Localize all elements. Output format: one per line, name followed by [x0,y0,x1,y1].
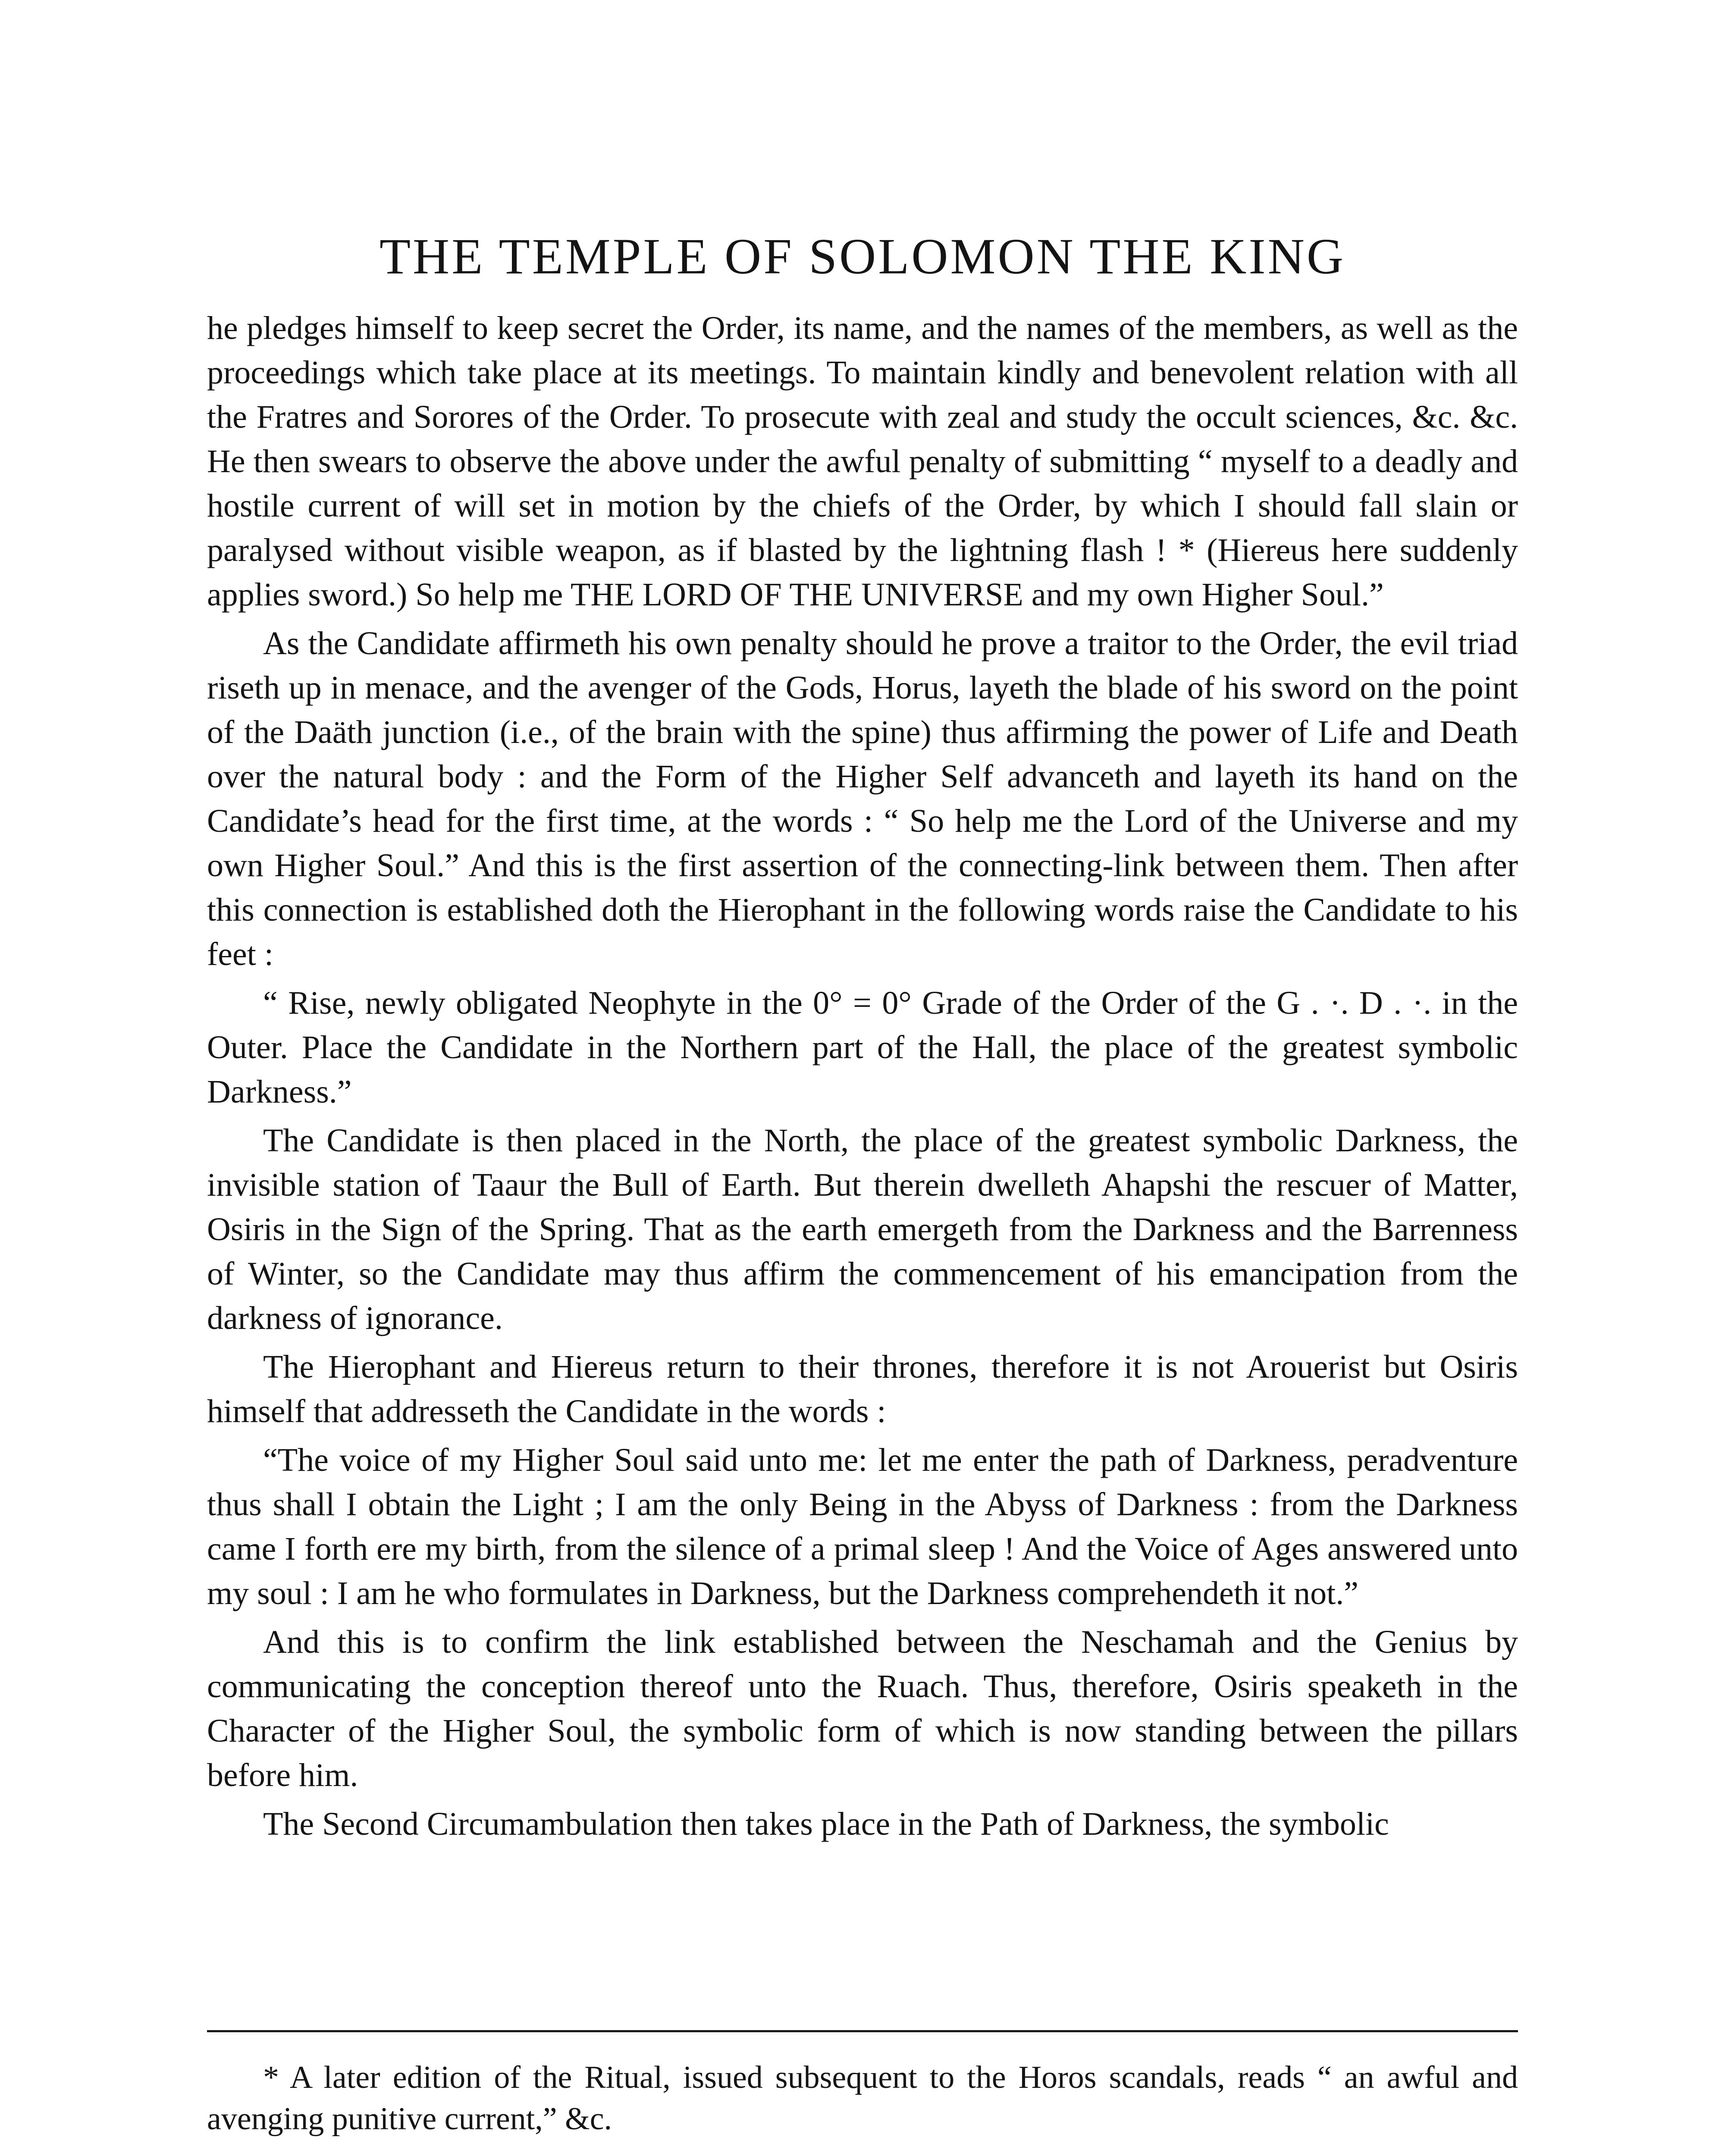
paragraph-placed-north: The Candidate is then placed in the North, the place of the greatest symbolic Darkness, the invisible station of Taaur the Bull of Earth. But therein dwelleth Ahapshi the rescuer of Matter, Osiris in the Sign of the Spring. That as the earth emergeth from the Darkness and the Barrenness of Winter, so the Candidate may thus affirm the commencement of his emancipation from the darkness of ignorance. [207,1122,1518,1336]
paragraph-voice-higher-soul: “The voice of my Higher Soul said unto me: let me enter the path of Darkness, peradventure thus shall I obtain the Light ; I am the only Being in the Abyss of Darkness : from the Darkness came I forth ere my birth, from the silence of a primal sleep ! And the Voice of Ages answered unto my soul : I am he who formulates in Darkness, but the Darkness comprehendeth it not.” [207,1442,1518,1611]
paragraph-return-thrones: The Hierophant and Hiereus return to their thrones, therefore it is not Arouerist but Osiris himself that addresseth the Candidate in the words : [207,1349,1518,1429]
paragraph-candidate-affirmeth: As the Candidate affirmeth his own penalty should he prove a traitor to the Order, the evil triad riseth up in menace, and the avenger of the Gods, Horus, layeth the blade of his sword on the point of the Daäth junction (i.e., of the brain with the spine) thus affirming the power of Life and Death over the natural body : and the Form of the Higher Self advanceth and layeth its hand on the Candidate’s head for the first time, at the words : “ So help me the Lord of the Universe and my own Higher Soul.” And this is the first assertion of the connecting-link between them. Then after this connection is established doth the Hierophant in the following words raise the Candidate to his feet : [207,625,1518,972]
paragraph-oath: he pledges himself to keep secret the Order, its name, and the names of the members, as well as the proceedings which take place at its meetings. To maintain kindly and benevolent relation with all the Fratres and Sorores of the Order. To prosecute with zeal and study the occult sciences, &c. &c. He then swears to observe the above under the awful penalty of submitting “ myself to a deadly and hostile current of will set in motion by the chiefs of the Order, by which I should fall slain or paralysed without visible weapon, as if blasted by the lightning flash ! * (Hiereus here suddenly applies sword.) So help me THE LORD OF THE UNIVERSE and my own Higher Soul.” [207,310,1518,613]
paragraph-second-circumambulation: The Second Circumambulation then takes place in the Path of Darkness, the symbolic [263,1806,1389,1842]
running-title: THE TEMPLE OF SOLOMON THE KING [379,228,1346,285]
paragraph-rise-neophyte: “ Rise, newly obligated Neophyte in the 0° = 0° Grade of the Order of the G . ·. D . ·. in the Outer. Place the Candidate in the Northern part of the Hall, the place of the greatest symbolic Darkness.” [207,985,1518,1110]
footnote: * A later edition of the Ritual, issued subsequent to the Horos scandals, reads “ an awful and avenging punitive current,” &c. [207,2060,1518,2137]
footnote-rule [207,2030,1518,2032]
paragraph-confirm-link: And this is to confirm the link established between the Neschamah and the Genius by communicating the conception thereof unto the Ruach. Thus, therefore, Osiris speaketh in the Character of the Higher Soul, the symbolic form of which is now standing between the pillars before him. [207,1624,1518,1793]
body-text [207,306,1518,1846]
